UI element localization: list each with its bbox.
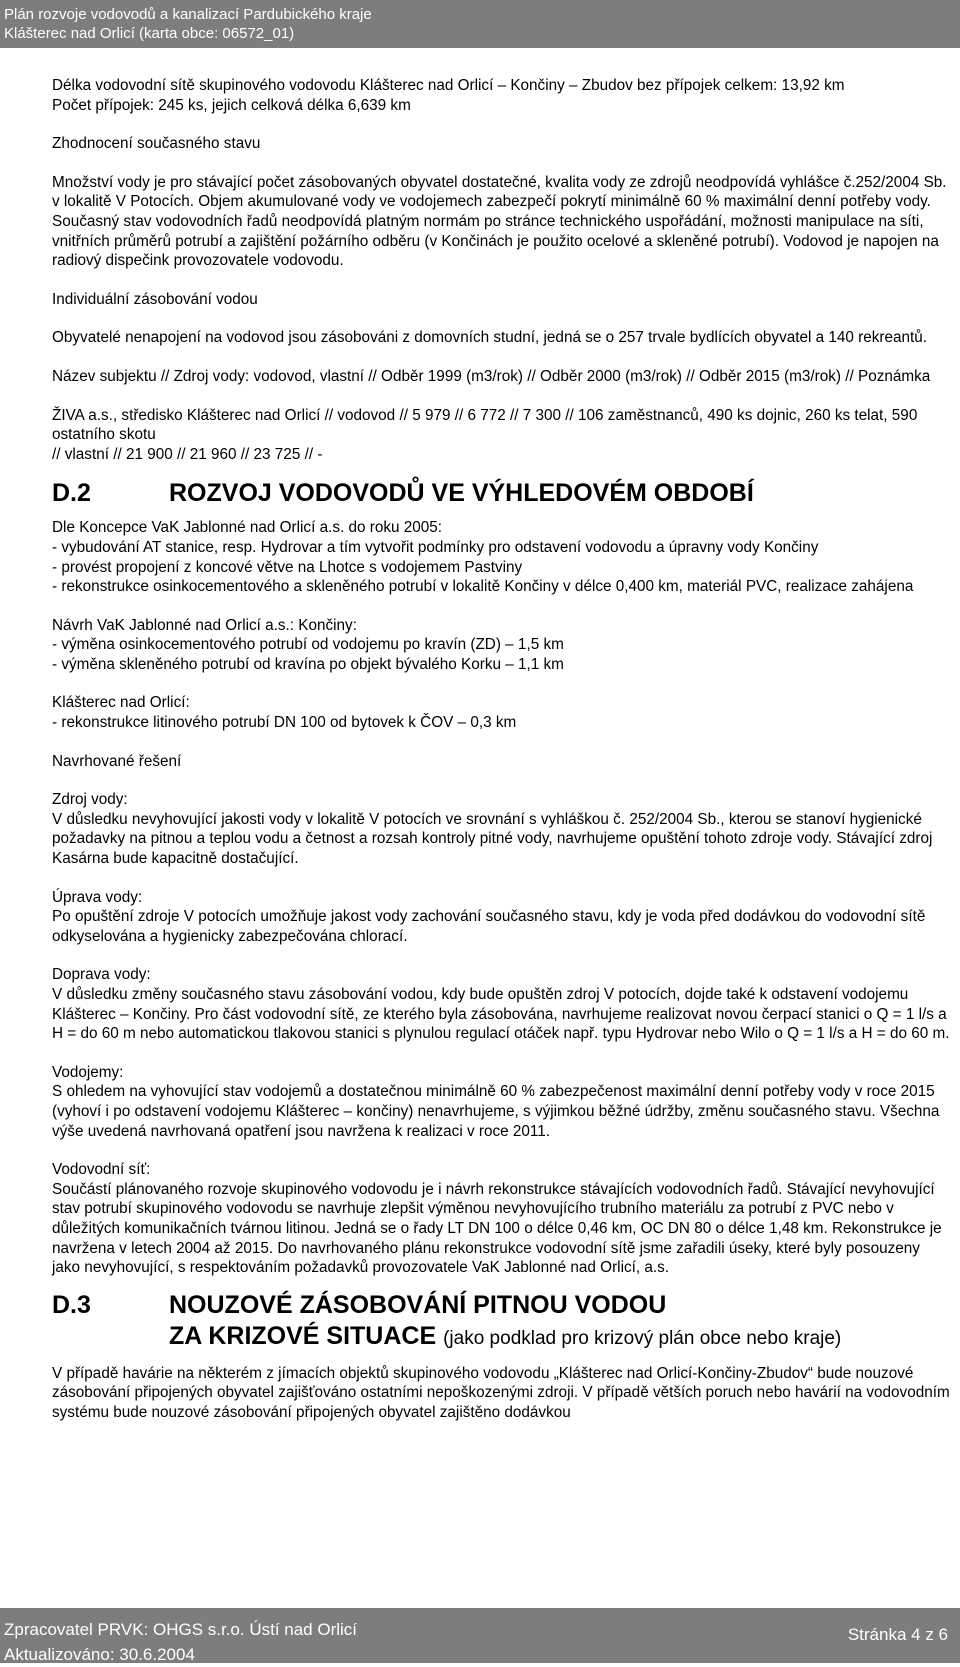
subject-table-row: ŽIVA a.s., středisko Klášterec nad Orlicí // vodovod // 5 979 // 6 772 // 7 300 // 106 zaměstnanců, 490 ks dojnic, 260 ks telat, 590 ostatního skotu xyxy=(52,406,918,444)
list-item: - výměna osinkocementového potrubí od vodojemu po kravín (ZD) – 1,5 km xyxy=(52,636,564,654)
section-title-line2: ZA KRIZOVÉ SITUACE xyxy=(169,1321,437,1350)
section-title-note: (jako podklad pro krizový plán obce nebo kraje) xyxy=(443,1327,842,1349)
emergency-text: V případě havárie na některém z jímacích objektů skupinového vodovodu „Klášterec nad Orlicí-Končiny-Zbudov“ bude nouzové zásobování připojených obyvatel zajišťováno ostatními nepoškozenými zdroji. V případě větších poruch nebo havárií na vodovodním systému bude nouzové zásobování připojených obyvatel zajištěno dodávkou xyxy=(52,1364,950,1421)
network-length: Délka vodovodní sítě skupinového vodovodu Klášterec nad Orlicí – Končiny – Zbudov bez přípojek celkem: 13,92 km xyxy=(52,77,845,94)
list-item: - rekonstrukce litinového potrubí DN 100 od bytovek k ČOV – 0,3 km xyxy=(52,714,517,732)
subject-table-header: Název subjektu // Zdroj vody: vodovod, vlastní // Odběr 1999 (m3/rok) // Odběr 2000 (m3/rok) // Odběr 2015 (m3/rok) // Poznámka xyxy=(52,367,931,385)
section-title: ROZVOJ VODOVODŮ VE VÝHLEDOVÉM OBDOBÍ xyxy=(169,479,754,508)
section-number: D.2 xyxy=(52,479,91,508)
klasterec-heading: Klášterec nad Orlicí: xyxy=(52,694,190,712)
subject-table-row: // vlastní // 21 900 // 21 960 // 23 725 // - xyxy=(52,445,323,463)
page-footer xyxy=(0,1608,960,1663)
list-item: - vybudování AT stanice, resp. Hydrovar a tím vytvořit podmínky pro odstavení vodovodu a úpravny vody Končiny xyxy=(52,538,819,556)
reservoirs-heading: Vodojemy: xyxy=(52,1063,124,1081)
network-heading: Vodovodní síť: xyxy=(52,1161,151,1179)
proposed-solution-heading: Navrhované řešení xyxy=(52,752,182,770)
proposal-heading: Návrh VaK Jablonné nad Orlicí a.s.: Končiny: xyxy=(52,616,357,634)
section-heading-d2 xyxy=(52,478,952,508)
document-title: Plán rozvoje vodovodů a kanalizací Pardubického kraje xyxy=(4,6,372,23)
list-item: - výměna skleněného potrubí od kravína po objekt bývalého Korku – 1,1 km xyxy=(52,655,564,673)
connections-count: Počet přípojek: 245 ks, jejich celková délka 6,639 km xyxy=(52,96,411,114)
heading-individual-supply: Individuální zásobování vodou xyxy=(52,290,258,308)
section-heading-d3 xyxy=(52,1290,952,1354)
document-body xyxy=(52,76,952,1423)
water-treatment-text: Po opuštění zdroje V potocích umožňuje jakost vody zachování současného stavu, kdy je voda před dodávkou do vodovodní sítě odkyselována a hygienicky zabezpečována chlorací. xyxy=(52,908,926,945)
document-subtitle: Klášterec nad Orlicí (karta obce: 06572_01) xyxy=(4,25,295,42)
footer-updated: Aktualizováno: 30.6.2004 xyxy=(4,1645,195,1664)
section-title-line1: NOUZOVÉ ZÁSOBOVÁNÍ PITNOU VODOU xyxy=(169,1290,667,1319)
concept-heading: Dle Koncepce VaK Jablonné nad Orlicí a.s. do roku 2005: xyxy=(52,519,443,537)
heading-current-state: Zhodnocení současného stavu xyxy=(52,135,261,153)
section-number: D.3 xyxy=(52,1290,91,1319)
water-treatment-heading: Úprava vody: xyxy=(52,888,143,906)
water-source-text: V důsledku nevyhovující jakosti vody v lokalitě V potocích ve srovnání s vyhláškou č. 252/2004 Sb., kterou se stanoví hygienické požadavky na pitnou a teplou vodu a četnost a rozsah kontroly pitné vody, navrhujeme opuštění tohoto zdroje vody. Stávající zdroj Kasárna bude kapacitně dostačující. xyxy=(52,810,933,868)
paragraph-current-state: Množství vody je pro stávající počet zásobovaných obyvatel dostatečné, kvalita vody ze zdrojů neodpovídá vyhlášce č.252/2004 Sb. v lokalitě V Potocích. Objem akumulované vody ve vodojemech zabezpečí pokrytí minimálně 60 % maximální denní potřeby vody. Současný stav vodovodních řadů neodpovídá platným normám po stránce technického uspořádání, možnosti manipulace na síti, vnitřních průměrů potrubí a zajištění požárního odběru (v Končinách je použito ocelové a skleněné potrubí). Vodovod je napojen na radiový dispečink provozovatele vodovodu. xyxy=(52,173,947,270)
water-transport-text: V důsledku změny současného stavu zásobování vodou, kdy bude opuštěn zdroj V potocích, dojde také k odstavení vodojemu Klášterec – Končiny. Pro část vodovodní sítě, ze kterého byla zásobována, navrhujeme realizovat novou čerpací stanici o Q = 1 l/s a H = do 60 m nebo automatickou tlakovou stanici s plynulou regulací otáček např. typu Hydrovar nebo Wilo o Q = 1 l/s a H = do 60 m. xyxy=(52,986,950,1043)
water-source-heading: Zdroj vody: xyxy=(52,791,128,809)
footer-processor: Zpracovatel PRVK: OHGS s.r.o. Ústí nad Orlicí xyxy=(4,1620,358,1639)
page-header xyxy=(0,0,960,48)
list-item: - provést propojení z koncové větve na Lhotce s vodojemem Pastviny xyxy=(52,558,523,576)
water-transport-heading: Doprava vody: xyxy=(52,966,151,984)
list-item: - rekonstrukce osinkocementového a skleněného potrubí v lokalitě Končiny v délce 0,400 km, materiál PVC, realizace zahájena xyxy=(52,578,914,596)
paragraph-individual-supply: Obyvatelé nenapojení na vodovod jsou zásobováni z domovních studní, jedná se o 257 trvale bydlících obyvatel a 140 rekreantů. xyxy=(52,329,928,347)
page-number: Stránka 4 z 6 xyxy=(847,1625,948,1644)
network-text: Součástí plánovaného rozvoje skupinového vodovodu je i návrh rekonstrukce stávajících vodovodních řadů. Stávající nevyhovující stav potrubí skupinového vodovodu se navrhuje zlepšit výměnou nevyhovujícího trubního materiálu za potrubí z PVC nebo v důležitých komunikačních tvárnou litinou. Jedná se o řady LT DN 100 o délce 0,46 km, OC DN 80 o délce 1,48 km. Rekonstrukce je navržena v letech 2004 až 2015. Do navrhovaného plánu rekonstrukce vodovodní sítě jsme zařadili úseky, které byly posouzeny jako nevyhovující, s respektováním požadavků provozovatele VaK Jablonné nad Orlicí, a.s. xyxy=(52,1180,942,1277)
reservoirs-text: S ohledem na vyhovující stav vodojemů a dostatečnou minimálně 60 % zabezpečenost maximální denní potřeby vody v roce 2015 (vyhoví i po odstavení vodojemu Klášterec – končiny) nenavrhujeme, s výjimkou běžné údržby, změnu současného stavu. Všechna výše uvedená navrhovaná opatření jsou navržena k realizaci v roce 2011. xyxy=(52,1083,940,1140)
